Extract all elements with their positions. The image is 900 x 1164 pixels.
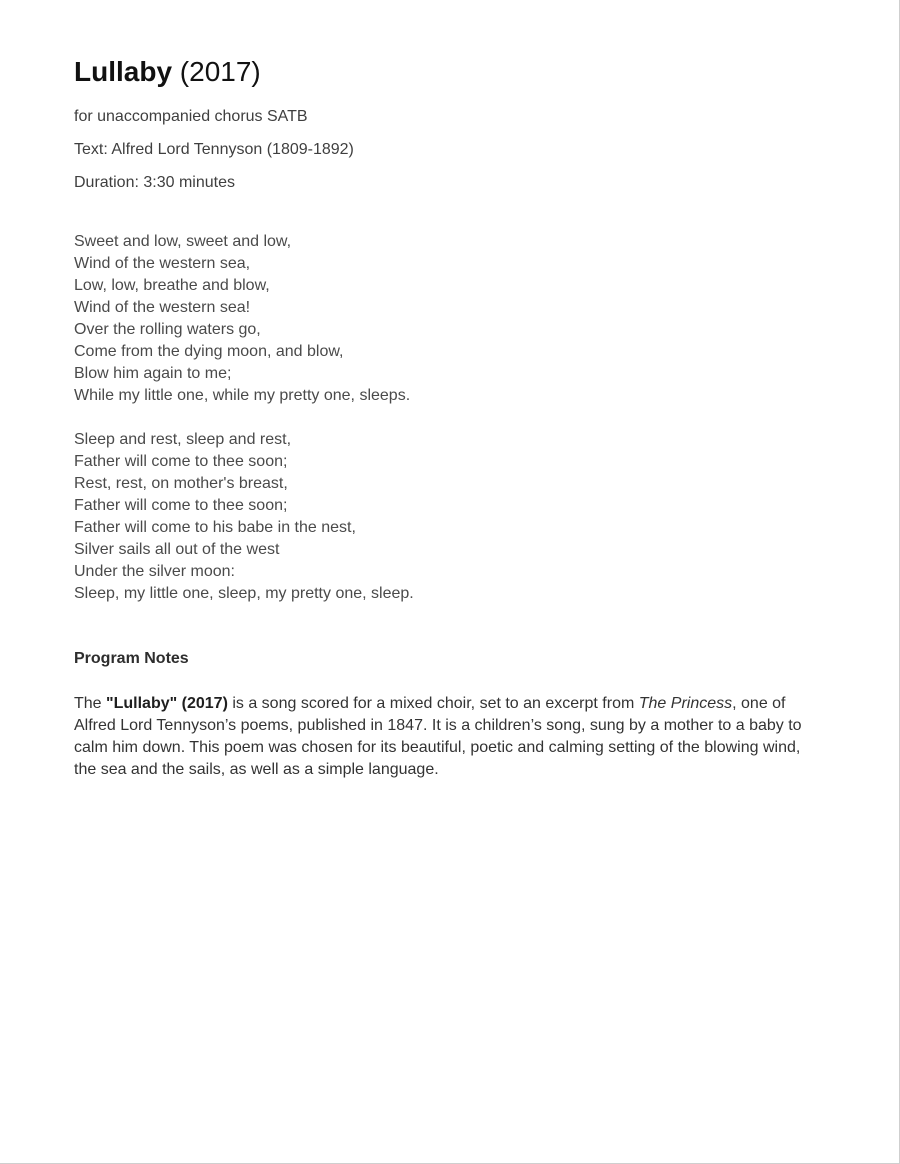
verse-line: Silver sails all out of the west [74,541,280,558]
verse-line: Father will come to thee soon; [74,497,288,514]
title-year: (2017) [179,56,261,87]
scoring-line: for unaccompanied chorus SATB [74,108,308,125]
notes-text-a: is a song scored for a mixed choir, set to an excerpt from [227,695,639,712]
program-notes-paragraph [74,693,819,781]
text-credit-line: Text: Alfred Lord Tennyson (1809-1892) [74,141,354,158]
verse-line: Wind of the western sea, [74,255,251,272]
verse-line: Low, low, breathe and blow, [74,277,270,294]
verse-line: While my little one, while my pretty one, sleeps. [74,387,411,404]
verse-line: Sleep, my little one, sleep, my pretty one, sleep. [74,585,414,602]
verse-line: Father will come to his babe in the nest, [74,519,356,536]
verse-line: Come from the dying moon, and blow, [74,343,344,360]
notes-text-b: , one of Alfred Lord Tennyson’s poems, published in 1847. It is a children’s song, sung by a mother to a baby to calm him down. This poem was chosen for its beautiful, poetic and calming setting of the blowing wind, the sea and the sails, as well as a simple language. [74,695,802,778]
verse-line: Under the silver moon: [74,563,235,580]
verse-line: Father will come to thee soon; [74,453,288,470]
verse-line: Over the rolling waters go, [74,321,261,338]
verse-line: Sleep and rest, sleep and rest, [74,431,292,448]
program-notes-heading: Program Notes [74,650,189,667]
verse-line: Blow him again to me; [74,365,232,382]
verse-line: Sweet and low, sweet and low, [74,233,292,250]
verse-line: Rest, rest, on mother's breast, [74,475,288,492]
page-title [74,52,824,92]
duration-line: Duration: 3:30 minutes [74,174,235,191]
notes-work-title: "Lullaby" (2017) [106,695,228,712]
poem-stanza-2 [74,429,824,605]
page-content [74,52,824,797]
notes-source-title: The Princess [638,695,733,712]
verse-line: Wind of the western sea! [74,299,251,316]
poem-stanza-1 [74,231,824,407]
notes-intro: The [74,695,107,712]
title-main: Lullaby [74,56,173,87]
